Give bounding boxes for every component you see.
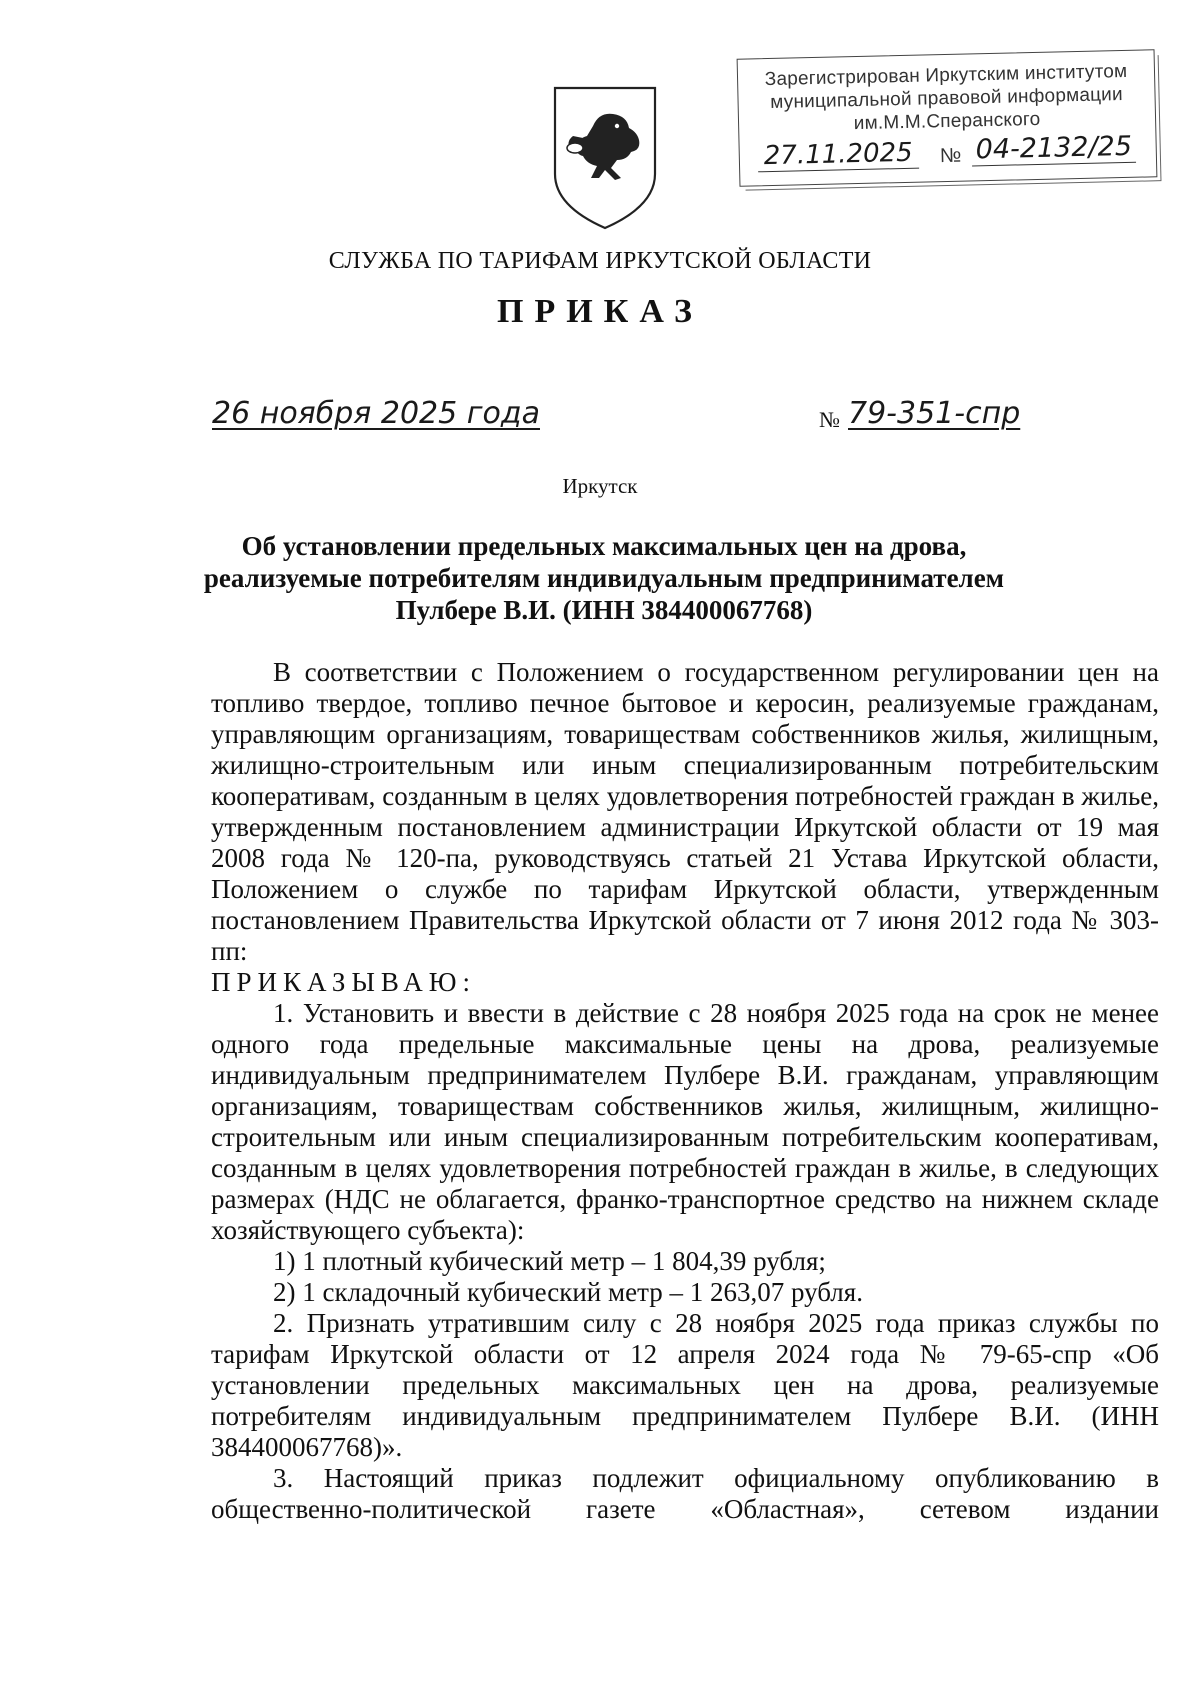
order-item-1-subitem-1: 1) 1 плотный кубический метр – 1 804,39 рубля; [273, 1246, 826, 1276]
order-item-2: 2. Признать утратившим силу с 28 ноября 2025 года приказ службы по тарифам Иркутской области от 12 апреля 2024 года № 79-65-спр «Об установлении предельных максимальных цен на дрова, реализуемые потребителям индивидуальным предпринимателем Пулбере В.И. (ИНН 384400067768)». [211, 1308, 1159, 1462]
order-number-label: № [819, 407, 840, 432]
order-number: 79-351-спр [848, 396, 1021, 431]
stamp-registration-date: 27.11.2025 [757, 138, 919, 173]
coat-of-arms-emblem [547, 82, 663, 232]
stamp-number-label: № [939, 144, 962, 168]
agency-name: СЛУЖБА ПО ТАРИФАМ ИРКУТСКОЙ ОБЛАСТИ [328, 248, 872, 274]
order-item-1-subitem-2: 2) 1 складочный кубический метр – 1 263,07 рубля. [273, 1277, 863, 1307]
order-item-3: 3. Настоящий приказ подлежит официальному опубликованию в общественно-политической газете «Областная», сетевом издании [211, 1463, 1159, 1524]
order-city: Иркутск [562, 474, 638, 498]
preamble-paragraph: В соответствии с Положением о государственном регулировании цен на топливо твердое, топливо печное бытовое и керосин, реализуемые гражданам, управляющим организациям, товариществам собственников жилья, жилищным, жилищно-строительным или иным специализированным потребительским кооперативам, созданным в целях удовлетворения потребностей граждан в жилье, утвержденным постановлением администрации Иркутской области от 19 мая 2008 года № 120-па, руководствуясь статьей 21 Устава Иркутской области, Положением о службе по тарифам Иркутской области, утвержденным постановлением Правительства Иркутской области от 7 июня 2012 года № 303-пп: [211, 657, 1159, 966]
document-type: ПРИКАЗ [497, 293, 703, 330]
stamp-registration-row [749, 130, 1146, 178]
stamp-line-1: Зарегистрирован Иркутским институтом [764, 60, 1128, 91]
stamp-registration-number: 04-2132/25 [971, 131, 1136, 167]
stamp-line-3: им.М.М.Сперанского [853, 108, 1041, 135]
order-date: 26 ноября 2025 года [212, 396, 540, 431]
registration-stamp [737, 49, 1158, 186]
document-body [211, 657, 1159, 1525]
document-title: Об установлении предельных максимальных цен на дрова, реализуемые потребителям индивидуальным предпринимателем Пулбере В.И. (ИНН 384400067768) [203, 531, 1005, 625]
order-item-1: 1. Установить и ввести в действие с 28 ноября 2025 года на срок не менее одного года предельные максимальные цены на дрова, реализуемые индивидуальным предпринимателем Пулбере В.И. гражданам, управляющим организациям, товариществам собственников жилья, жилищным, жилищно-строительным или иным специализированным потребительским кооперативам, созданным в целях удовлетворения потребностей граждан в жилье, в следующих размерах (НДС не облагается, франко-транспортное средство на нижнем складе хозяйствующего субъекта): [211, 998, 1159, 1245]
orders-heading: ПРИКАЗЫВАЮ: [211, 967, 476, 997]
stamp-line-2: муниципальной правовой информации [770, 84, 1124, 114]
